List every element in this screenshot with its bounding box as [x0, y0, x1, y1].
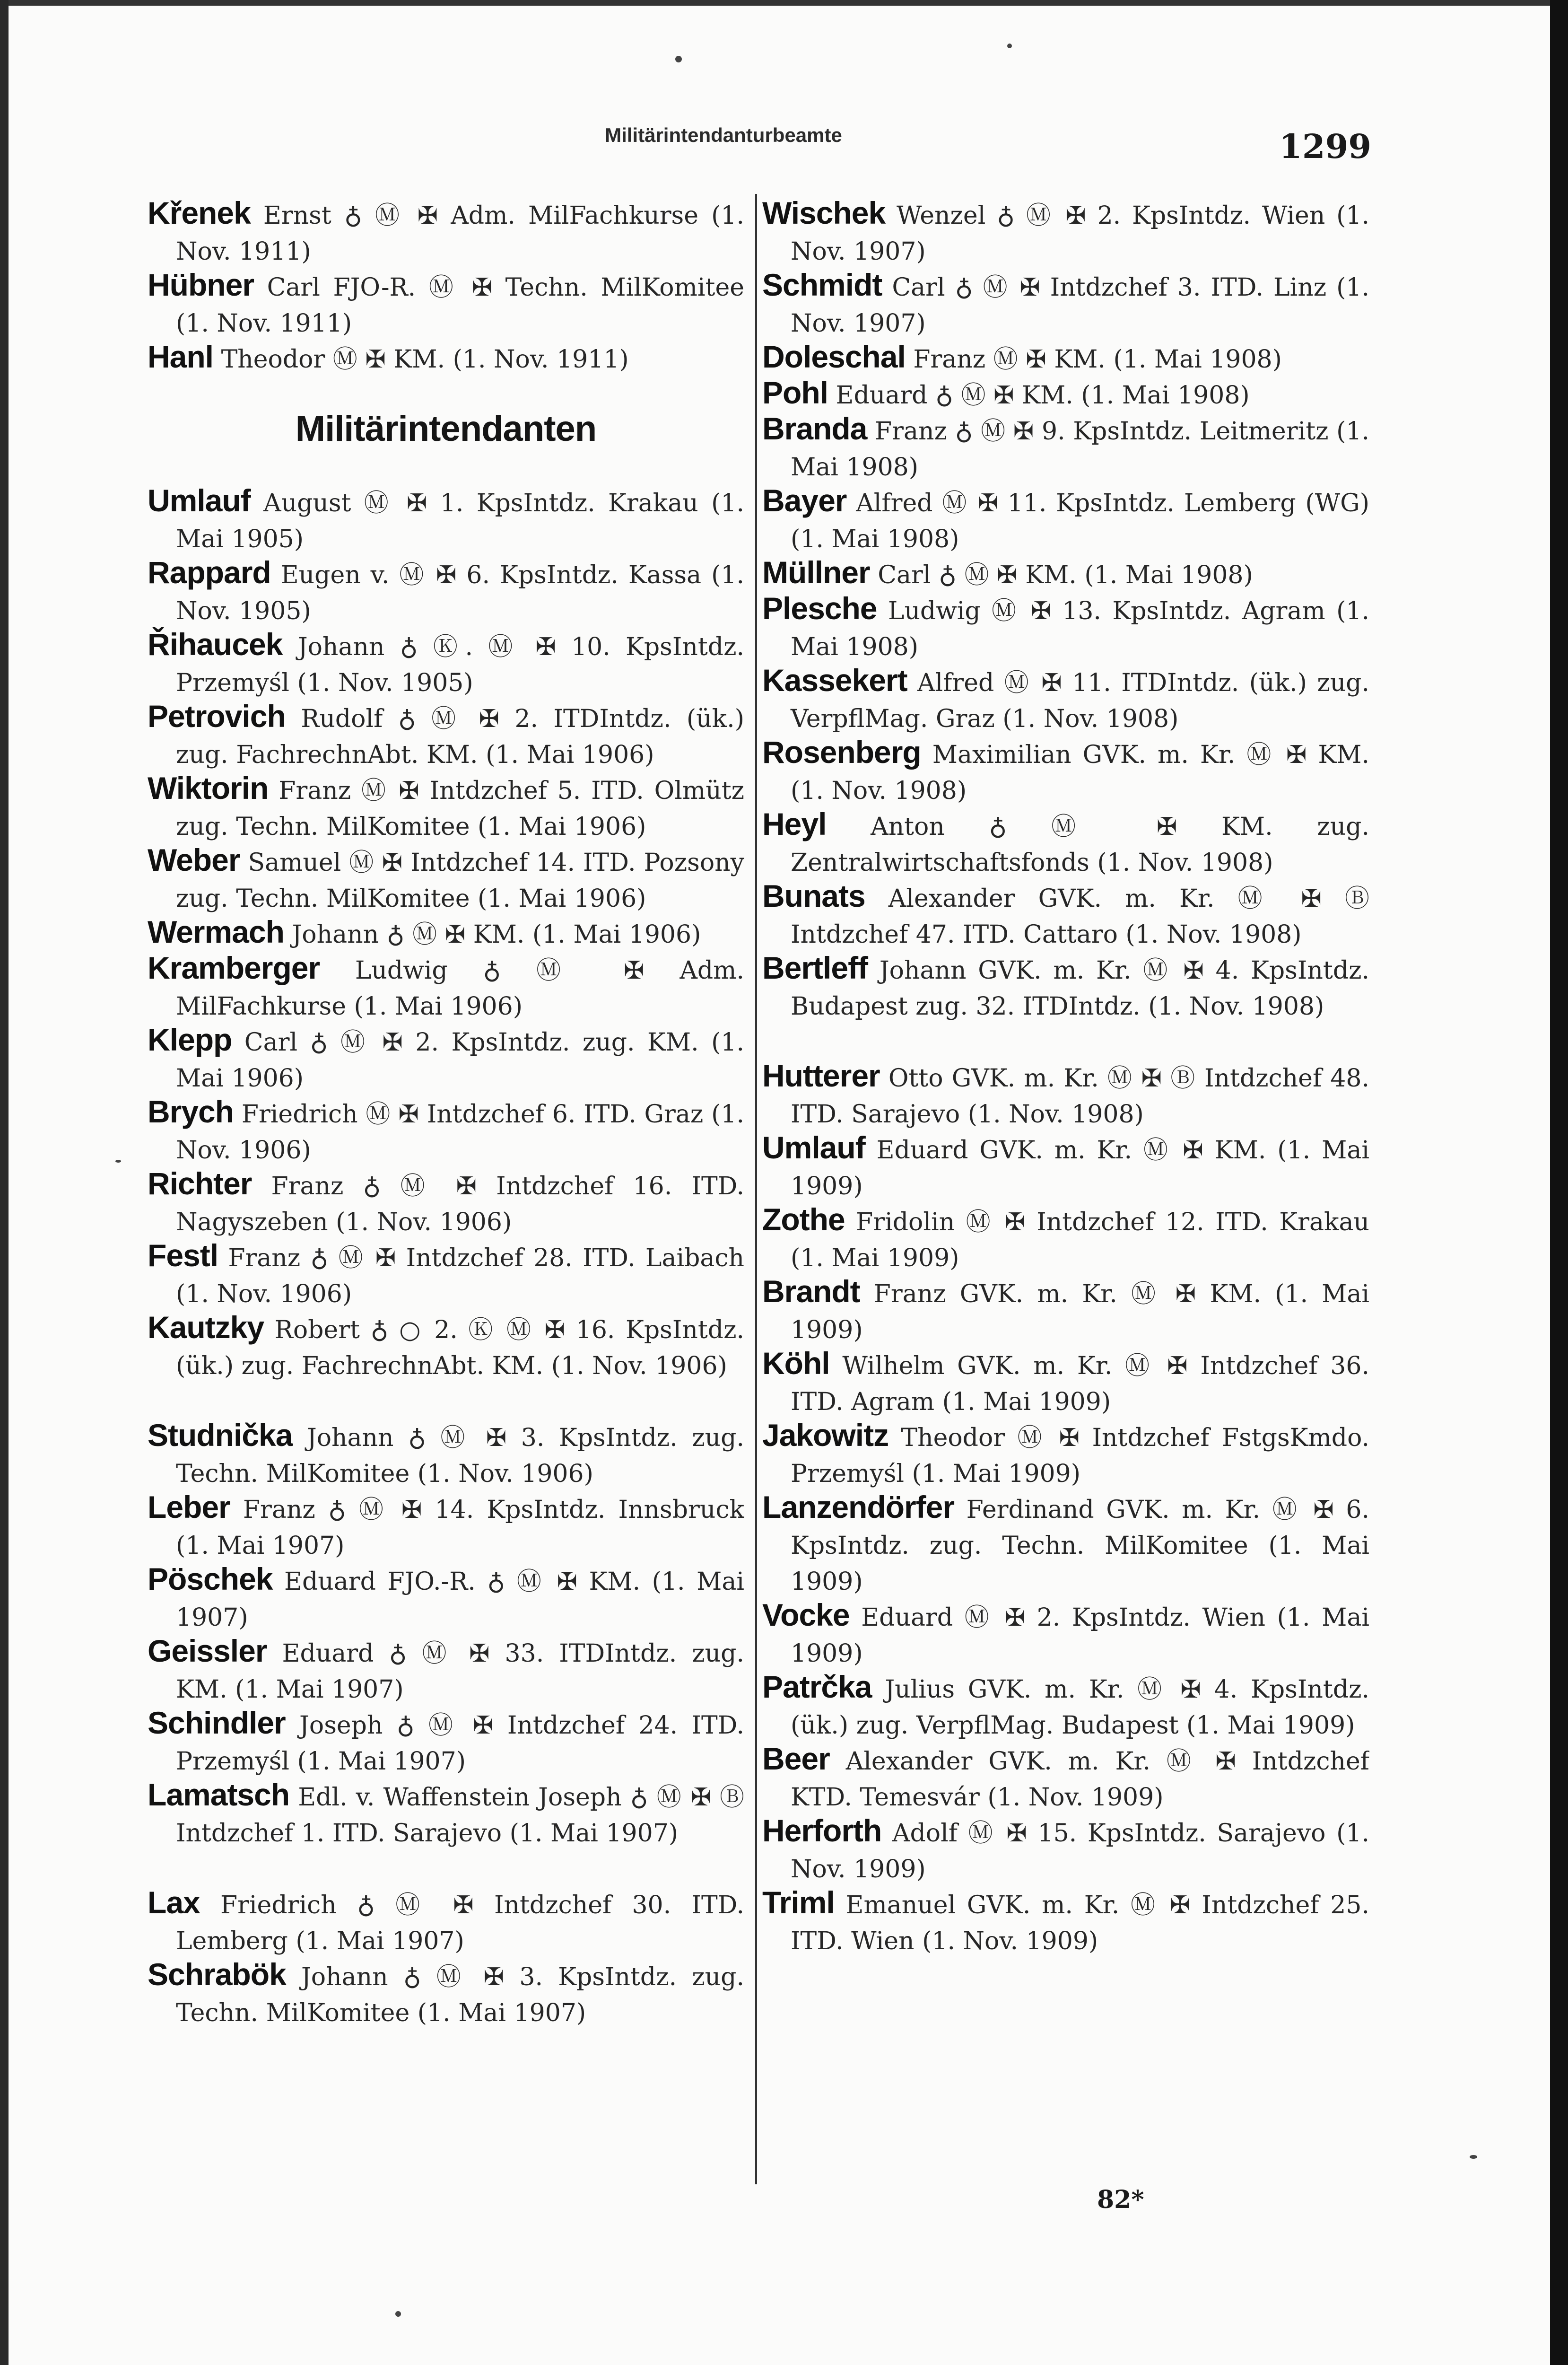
entry-surname: Plesche [762, 591, 877, 626]
entry-details: Theodor Ⓜ ✠ Intdzchef FstgsKmdo. Przemyśl (1. Mai 1909) [791, 1424, 1369, 1488]
entry-surname: Pöschek [148, 1561, 273, 1596]
entry-details: Samuel Ⓜ ✠ Intdzchef 14. ITD. Pozsony zug. Techn. MilKomitee (1. Mai 1906) [176, 849, 744, 913]
entry-surname: Petrovich [148, 699, 286, 734]
entry-surname: Lax [148, 1885, 200, 1920]
entry-surname: Hanl [148, 339, 214, 374]
scan-speck [115, 1160, 121, 1163]
running-title: Militärintendanturbeamte [605, 124, 842, 146]
list-entry [762, 1813, 1369, 1884]
list-entry [148, 1705, 744, 1777]
entry-surname: Jakowitz [762, 1418, 889, 1453]
scan-speck [675, 56, 682, 62]
list-entry [148, 1633, 744, 1705]
entry-details: Alfred Ⓜ ✠ 11. KpsIntdz. Lemberg (WG) (1. Mai 1908) [791, 489, 1369, 553]
list-entry [762, 375, 1369, 411]
entry-details: Carl FJO-R. Ⓜ ✠ Techn. MilKomitee (1. Nov. 1911) [176, 273, 744, 338]
entry-surname: Zothe [762, 1202, 845, 1237]
entry-details: Ludwig ♁ Ⓜ ✠ Adm. MilFachkurse (1. Mai 1906) [176, 956, 744, 1021]
entry-surname: Brandt [762, 1274, 860, 1309]
entry-details: Friedrich Ⓜ ✠ Intdzchef 6. ITD. Graz (1. Nov. 1906) [176, 1100, 744, 1165]
entry-details: Edl. v. Waffenstein Joseph ♁ Ⓜ ✠ Ⓑ Intdzchef 1. ITD. Sarajevo (1. Mai 1907) [176, 1783, 744, 1848]
entry-surname: Řihaucek [148, 627, 283, 662]
entry-surname: Wischek [762, 195, 886, 230]
entry-surname: Wermach [148, 914, 284, 949]
entry-details: Friedrich ♁ Ⓜ ✠ Intdzchef 30. ITD. Lemberg (1. Mai 1907) [176, 1891, 744, 1955]
entry-surname: Bunats [762, 878, 865, 913]
entry-surname: Bertleff [762, 950, 868, 985]
entry-surname: Brych [148, 1094, 234, 1129]
list-entry [148, 1309, 744, 1417]
list-entry [762, 195, 1369, 267]
entry-surname: Kassekert [762, 663, 907, 698]
entry-surname: Schindler [148, 1705, 286, 1740]
list-entry [148, 914, 744, 950]
entry-surname: Umlauf [148, 483, 251, 518]
entry-surname: Patrčka [762, 1669, 872, 1704]
list-entry [762, 1741, 1369, 1813]
entry-surname: Festl [148, 1238, 218, 1273]
entry-details: Johann ♁ Ⓚ. Ⓜ ✠ 10. KpsIntdz. Przemyśl (1. Nov. 1905) [176, 633, 744, 697]
signature-mark: 82* [1097, 2185, 1144, 2214]
entry-details: Eduard Ⓜ ✠ 2. KpsIntdz. Wien (1. Mai 1909) [791, 1603, 1369, 1668]
entry-details: Franz Ⓜ ✠ KM. (1. Mai 1908) [913, 345, 1282, 374]
list-entry [762, 1345, 1369, 1417]
entry-details: Alfred Ⓜ ✠ 11. ITDIntdz. (ük.) zug. VerpflMag. Graz (1. Nov. 1908) [791, 669, 1369, 733]
entry-details: Anton ♁ Ⓜ ✠ KM. zug. Zentralwirtschaftsfonds (1. Nov. 1908) [791, 813, 1369, 877]
entry-surname: Hübner [148, 267, 254, 302]
entry-details: Robert ♁ ○ 2. Ⓚ Ⓜ ✠ 16. KpsIntdz. (ük.) zug. FachrechnAbt. KM. (1. Nov. 1906) [176, 1316, 744, 1380]
list-entry [762, 1058, 1369, 1130]
scan-top-edge [0, 0, 1568, 6]
entry-surname: Leber [148, 1489, 230, 1524]
entry-surname: Heyl [762, 806, 827, 841]
entry-details: Ludwig Ⓜ ✠ 13. KpsIntdz. Agram (1. Mai 1908) [791, 597, 1369, 661]
entry-details: Franz ♁ Ⓜ ✠ 14. KpsIntdz. Innsbruck (1. Mai 1907) [176, 1496, 744, 1560]
list-entry [762, 662, 1369, 734]
list-entry [762, 806, 1369, 878]
list-entry [762, 590, 1369, 662]
entry-details: Otto GVK. m. Kr. Ⓜ ✠ Ⓑ Intdzchef 48. ITD. Sarajevo (1. Nov. 1908) [791, 1064, 1369, 1129]
entry-surname: Rosenberg [762, 735, 921, 770]
entry-details: Eduard ♁ Ⓜ ✠ 33. ITDIntdz. zug. KM. (1. Mai 1907) [176, 1639, 744, 1704]
list-entry [762, 1489, 1369, 1597]
list-entry [148, 626, 744, 698]
column-divider [755, 194, 757, 2184]
list-entry [148, 1956, 744, 2028]
entry-surname: Wiktorin [148, 771, 269, 806]
list-entry [148, 842, 744, 914]
scan-speck [395, 2311, 401, 2317]
list-entry [148, 339, 744, 375]
entry-details: Wilhelm GVK. m. Kr. Ⓜ ✠ Intdzchef 36. ITD. Agram (1. Mai 1909) [791, 1352, 1369, 1416]
list-entry [148, 554, 744, 626]
list-entry [762, 482, 1369, 554]
entry-surname: Bayer [762, 483, 847, 518]
entry-surname: Herforth [762, 1813, 882, 1848]
entry-details: Eduard FJO.-R. ♁ Ⓜ ✠ KM. (1. Mai 1907) [176, 1568, 744, 1632]
entry-surname: Lamatsch [148, 1777, 290, 1812]
list-entry [148, 1417, 744, 1489]
entry-surname: Rappard [148, 555, 271, 590]
entry-details: Adolf Ⓜ ✠ 15. KpsIntdz. Sarajevo (1. Nov. 1909) [791, 1819, 1369, 1883]
list-entry [148, 1237, 744, 1309]
list-entry [148, 698, 744, 770]
left-column [148, 195, 744, 2028]
list-entry [148, 1094, 744, 1165]
list-entry [762, 1417, 1369, 1489]
entry-details: Fridolin Ⓜ ✠ Intdzchef 12. ITD. Krakau (1. Mai 1909) [791, 1208, 1369, 1272]
entry-details: Emanuel GVK. m. Kr. Ⓜ ✠ Intdzchef 25. ITD. Wien (1. Nov. 1909) [791, 1891, 1369, 1955]
right-column [762, 195, 1369, 1956]
entry-details: Joseph ♁ Ⓜ ✠ Intdzchef 24. ITD. Przemyśl (1. Mai 1907) [176, 1711, 744, 1776]
entry-surname: Richter [148, 1166, 252, 1201]
entry-details: Carl ♁ Ⓜ ✠ KM. (1. Mai 1908) [878, 561, 1253, 589]
entry-details: August Ⓜ ✠ 1. KpsIntdz. Krakau (1. Mai 1905) [176, 489, 744, 553]
entry-surname: Hutterer [762, 1058, 880, 1093]
entry-details: Rudolf ♁ Ⓜ ✠ 2. ITDIntdz. (ük.) zug. FachrechnAbt. KM. (1. Mai 1906) [176, 705, 744, 769]
entry-surname: Umlauf [762, 1130, 865, 1165]
entry-details: Johann ♁ Ⓜ ✠ KM. (1. Mai 1906) [292, 920, 701, 949]
entry-surname: Beer [762, 1741, 830, 1776]
list-entry [762, 950, 1369, 1058]
entry-surname: Schrabök [148, 1957, 286, 1992]
entry-details: Johann GVK. m. Kr. Ⓜ ✠ 4. KpsIntdz. Budapest zug. 32. ITDIntdz. (1. Nov. 1908) [791, 956, 1369, 1021]
list-entry [148, 1022, 744, 1094]
page-number: 1299 [1279, 127, 1371, 166]
entry-surname: Triml [762, 1885, 835, 1920]
list-entry [148, 267, 744, 339]
scan-right-edge [1550, 0, 1568, 2365]
entry-details: Franz ♁ Ⓜ ✠ Intdzchef 16. ITD. Nagyszeben (1. Nov. 1906) [176, 1172, 744, 1236]
list-entry [148, 1884, 744, 1956]
entry-surname: Doleschal [762, 339, 906, 374]
entry-details: Johann ♁ Ⓜ ✠ 3. KpsIntdz. zug. Techn. MilKomitee (1. Nov. 1906) [176, 1424, 744, 1488]
entry-details: Alexander GVK. m. Kr. Ⓜ ✠ Intdzchef KTD. Temesvár (1. Nov. 1909) [791, 1747, 1369, 1812]
entry-details: Ernst ♁ Ⓜ ✠ Adm. MilFachkurse (1. Nov. 1911) [176, 201, 744, 266]
entry-surname: Branda [762, 411, 867, 446]
entry-details: Alexander GVK. m. Kr. Ⓜ ✠ Ⓑ Intdzchef 47. ITD. Cattaro (1. Nov. 1908) [791, 885, 1369, 949]
entry-details: Julius GVK. m. Kr. Ⓜ ✠ 4. KpsIntdz. (ük.) zug. VerpflMag. Budapest (1. Mai 1909) [791, 1675, 1369, 1740]
scan-speck [1470, 2155, 1477, 2159]
list-entry [762, 1130, 1369, 1201]
list-entry [762, 878, 1369, 950]
entry-details: Franz ♁ Ⓜ ✠ Intdzchef 28. ITD. Laibach (1. Nov. 1906) [176, 1244, 744, 1308]
entry-surname: Köhl [762, 1346, 830, 1381]
scan-left-edge [0, 0, 9, 2365]
entry-surname: Pohl [762, 375, 828, 410]
list-entry [762, 411, 1369, 482]
entry-surname: Klepp [148, 1022, 232, 1057]
entry-surname: Studnička [148, 1418, 293, 1453]
list-entry [762, 1884, 1369, 1956]
list-entry [148, 770, 744, 842]
entry-surname: Vocke [762, 1597, 850, 1632]
entry-surname: Kautzky [148, 1310, 264, 1345]
entry-surname: Schmidt [762, 267, 882, 302]
entry-surname: Kramberger [148, 950, 320, 985]
entry-details: Franz GVK. m. Kr. Ⓜ ✠ KM. (1. Mai 1909) [791, 1280, 1369, 1344]
entry-surname: Geissler [148, 1633, 267, 1668]
list-entry [762, 1201, 1369, 1273]
entry-details: Eduard ♁ Ⓜ ✠ KM. (1. Mai 1908) [836, 381, 1250, 410]
list-entry [148, 1561, 744, 1633]
entry-details: Maximilian GVK. m. Kr. Ⓜ ✠ KM. (1. Nov. 1908) [791, 741, 1369, 805]
list-entry [762, 339, 1369, 375]
entry-surname: Weber [148, 842, 240, 877]
list-entry [762, 1597, 1369, 1669]
entry-details: Eugen v. Ⓜ ✠ 6. KpsIntdz. Kassa (1. Nov. 1905) [176, 561, 744, 625]
list-entry [762, 1273, 1369, 1345]
list-entry [148, 195, 744, 267]
entry-details: Carl ♁ Ⓜ ✠ Intdzchef 3. ITD. Linz (1. Nov. 1907) [791, 273, 1369, 338]
list-entry [762, 1669, 1369, 1741]
entry-details: Johann ♁ Ⓜ ✠ 3. KpsIntdz. zug. Techn. MilKomitee (1. Mai 1907) [176, 1963, 744, 2027]
list-entry [762, 267, 1369, 339]
list-entry [148, 950, 744, 1022]
entry-surname: Müllner [762, 555, 870, 590]
list-entry [762, 734, 1369, 806]
section-heading: Militärintendanten [295, 408, 597, 449]
list-entry [148, 1165, 744, 1237]
entry-details: Eduard GVK. m. Kr. Ⓜ ✠ KM. (1. Mai 1909) [791, 1136, 1369, 1200]
scan-speck [1007, 44, 1012, 48]
entry-surname: Lanzendörfer [762, 1489, 955, 1524]
entry-surname: Křenek [148, 195, 251, 230]
entry-details: Ferdinand GVK. m. Kr. Ⓜ ✠ 6. KpsIntdz. zug. Techn. MilKomitee (1. Mai 1909) [791, 1496, 1369, 1596]
entry-details: Theodor Ⓜ ✠ KM. (1. Nov. 1911) [221, 345, 629, 374]
entry-details: Franz Ⓜ ✠ Intdzchef 5. ITD. Olmütz zug. Techn. MilKomitee (1. Mai 1906) [176, 777, 744, 841]
list-entry [148, 1777, 744, 1884]
list-entry [148, 1489, 744, 1561]
entry-details: Franz ♁ Ⓜ ✠ 9. KpsIntdz. Leitmeritz (1. Mai 1908) [791, 417, 1369, 482]
list-entry [762, 554, 1369, 590]
entry-details: Wenzel ♁ Ⓜ ✠ 2. KpsIntdz. Wien (1. Nov. 1907) [791, 201, 1369, 266]
entry-details: Carl ♁ Ⓜ ✠ 2. KpsIntdz. zug. KM. (1. Mai 1906) [176, 1028, 744, 1093]
list-entry [148, 482, 744, 554]
section-heading-block [148, 375, 744, 482]
